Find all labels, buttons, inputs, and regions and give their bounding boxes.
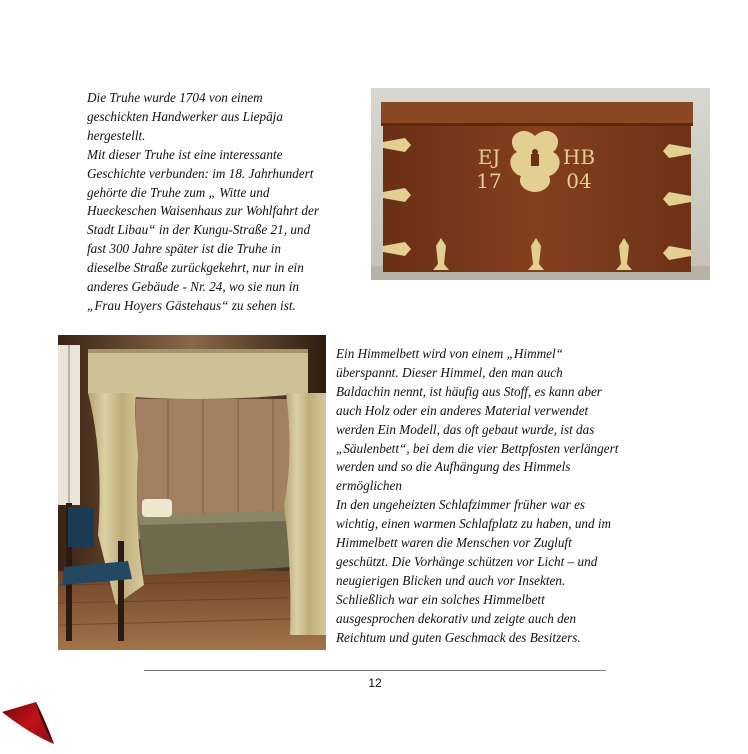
text-line: werden Ein Modell, das oft gebaut wurde, ist das bbox=[336, 421, 595, 437]
footer-divider bbox=[144, 670, 606, 671]
text-line: ermöglichen bbox=[336, 478, 402, 494]
canopy-bed-description bbox=[336, 345, 666, 648]
inscription-year-left: 17 bbox=[476, 169, 502, 193]
canopy-valance bbox=[88, 349, 308, 399]
text-line: Reichtum und guten Geschmack des Besitzers. bbox=[336, 629, 581, 645]
text-line: In den ungeheizten Schlafzimmer früher war es bbox=[336, 497, 586, 513]
text-line: Schließlich war ein solches Himmelbett bbox=[336, 591, 545, 607]
text-line: fast 300 Jahre später ist die Truhe in bbox=[87, 241, 282, 257]
page-number: 12 bbox=[368, 676, 382, 690]
page-curl-decoration bbox=[0, 698, 60, 749]
text-line: Mit dieser Truhe ist eine interessante bbox=[87, 146, 283, 162]
text-line: geschickten Handwerker aus Liepāja bbox=[87, 108, 283, 124]
chest-lid bbox=[381, 102, 693, 126]
text-line: auch Holz oder ein anderes Material verwendet bbox=[336, 402, 589, 418]
inscription-initials-right: HB bbox=[562, 145, 596, 169]
text-line: geschützt. Die Vorhänge schützen vor Licht – und bbox=[336, 553, 598, 569]
text-line: Stadt Libau“ in der Kungu-Straße 21, und bbox=[87, 222, 311, 238]
canopy-bed-photo bbox=[58, 335, 326, 650]
inscription-year-right: 04 bbox=[566, 169, 592, 193]
text-line: anderes Gebäude - Nr. 24, wo sie nun in bbox=[87, 279, 299, 295]
text-line: dieselbe Straße zurückgekehrt, nur in ein bbox=[87, 260, 304, 276]
text-line: „Frau Hoyers Gästehaus“ zu sehen ist. bbox=[87, 297, 296, 313]
text-line: „Säulenbett“, bei dem die vier Bettpfosten verlängert bbox=[336, 440, 619, 456]
text-line: überspannt. Dieser Himmel, den man auch bbox=[336, 364, 563, 380]
text-line: gehörte die Truhe zum „ Witte und bbox=[87, 184, 270, 200]
chest-photo bbox=[371, 88, 710, 280]
chest-description bbox=[87, 89, 367, 316]
text-line: wichtig, einen warmen Schlafplatz zu haben, und im bbox=[336, 516, 612, 532]
text-line: Geschichte verbunden: im 18. Jahrhundert bbox=[87, 165, 314, 181]
text-line: ausgesprochen dekorativ und zeigte auch den bbox=[336, 610, 577, 626]
text-line: Himmelbett waren die Menschen vor Zugluft bbox=[336, 535, 572, 551]
text-line: hergestellt. bbox=[87, 127, 146, 143]
text-line: Die Truhe wurde 1704 von einem bbox=[87, 90, 263, 105]
text-line: Hueckeschen Waisenhaus zur Wohlfahrt der bbox=[87, 203, 319, 219]
text-line: Baldachin nennt, ist häufig aus Stoff, es kann aber bbox=[336, 383, 602, 399]
text-line: werden und so die Aufhängung des Himmels bbox=[336, 459, 571, 475]
inscription-initials-left: EJ bbox=[477, 145, 501, 169]
text-line: Ein Himmelbett wird von einem „Himmel“ bbox=[336, 346, 563, 361]
text-line: neugierigen Blicken und auch vor Insekten. bbox=[336, 572, 566, 588]
